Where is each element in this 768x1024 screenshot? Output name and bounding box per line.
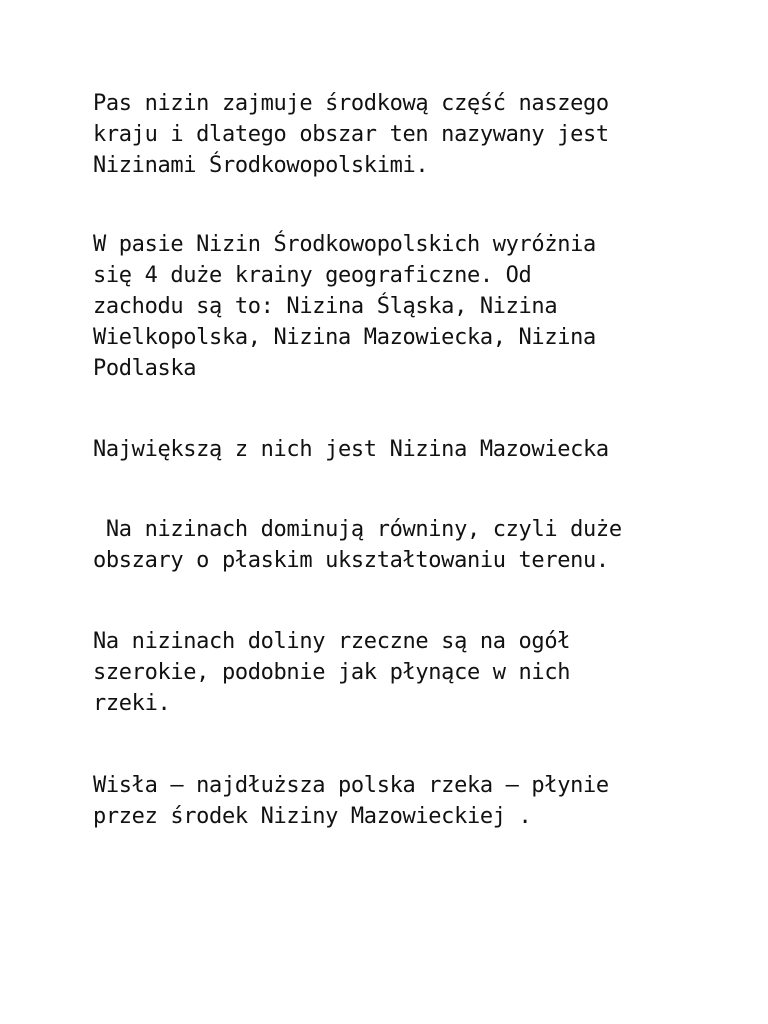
paragraph-geographic-regions: W pasie Nizin Środkowopolskich wyróżnia się 4 duże krainy geograficzne. Od zachodu są to: Nizina Śląska, Nizina Wielkopolska, Nizina Mazowiecka, Nizina Podlaska: [93, 232, 596, 381]
paragraph-lowlands-belt: Pas nizin zajmuje środkową część naszego kraju i dlatego obszar ten nazywany jest Nizinami Środkowopolskimi.: [93, 91, 609, 178]
paragraph-river-valleys: Na nizinach doliny rzeczne są na ogół szerokie, podobnie jak płynące w nich rzeki.: [93, 629, 571, 716]
paragraph-largest-lowland: Największą z nich jest Nizina Mazowiecka: [93, 437, 609, 462]
paragraph-plains: Na nizinach dominują równiny, czyli duże obszary o płaskim ukształtowaniu terenu.: [93, 517, 622, 573]
paragraph-vistula: Wisła – najdłuższa polska rzeka – płynie przez środek Niziny Mazowieckiej .: [93, 773, 609, 829]
